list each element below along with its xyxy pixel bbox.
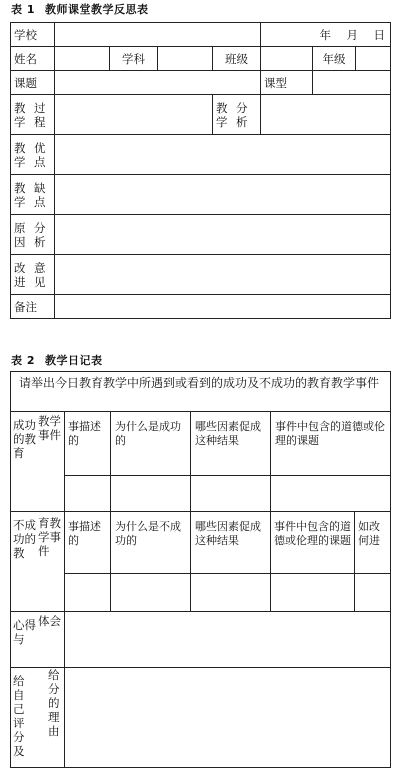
score-left: 给自己评分及	[13, 674, 25, 758]
score-label	[11, 668, 65, 768]
fail-h2: 为什么是不成功的	[111, 512, 191, 574]
success-h2: 为什么是成功的	[111, 412, 191, 476]
lesson-type-value[interactable]	[313, 71, 391, 95]
weakness-label	[11, 175, 55, 215]
insight-left: 心得与	[13, 618, 36, 646]
weakness-value[interactable]	[55, 175, 391, 215]
cause-col1: 原因	[14, 220, 26, 249]
fail-label	[11, 512, 65, 612]
date-field[interactable]: 年 月 日	[261, 23, 391, 47]
cause-label	[11, 215, 55, 255]
topic-value[interactable]	[55, 71, 261, 95]
class-label: 班级	[213, 47, 261, 71]
success-fill-2[interactable]	[111, 476, 191, 512]
fail-fill-4[interactable]	[271, 574, 355, 612]
score-value[interactable]	[65, 668, 391, 768]
fail-fill-1[interactable]	[65, 574, 111, 612]
subject-label: 学科	[110, 47, 158, 71]
improve-col2: 意见	[34, 260, 46, 289]
success-left: 成功的教育	[13, 418, 36, 460]
table1-caption-number: 表 1	[11, 3, 35, 16]
fail-right: 育教学事件	[38, 516, 61, 558]
insight-right: 体会	[38, 614, 61, 628]
success-h4: 事件中包含的道德或伦理的课题	[271, 412, 391, 476]
insight-value[interactable]	[65, 612, 391, 668]
success-fill-1[interactable]	[65, 476, 111, 512]
fail-fill-3[interactable]	[191, 574, 271, 612]
strengths-value[interactable]	[55, 135, 391, 175]
table2-caption-title: 教学日记表	[44, 354, 103, 367]
success-label	[11, 412, 65, 512]
cause-value[interactable]	[55, 215, 391, 255]
remarks-label: 备注	[11, 295, 55, 319]
lesson-type-label: 课型	[261, 71, 313, 95]
success-h3: 哪些因素促成这种结果	[191, 412, 271, 476]
row-success-header	[11, 412, 391, 476]
row-score	[11, 668, 391, 768]
remarks-value[interactable]	[55, 295, 391, 319]
name-label: 姓名	[11, 47, 55, 71]
strengths-col2: 优点	[34, 140, 46, 169]
improve-value[interactable]	[55, 255, 391, 295]
row-success-fill	[11, 476, 391, 512]
success-fill-4[interactable]	[271, 476, 391, 512]
success-h1: 事描述的	[65, 412, 111, 476]
grade-label: 年级	[313, 47, 356, 71]
table2-caption	[11, 352, 112, 368]
improve-label	[11, 255, 55, 295]
row-process	[11, 95, 391, 135]
table1-caption-title: 教师课堂教学反思表	[44, 3, 149, 16]
school-label: 学校	[11, 23, 55, 47]
row-improve	[11, 255, 391, 295]
fail-left: 不成功的教	[13, 518, 36, 560]
process-col1: 教学	[14, 100, 26, 129]
analysis-label	[213, 95, 261, 135]
row-weakness	[11, 175, 391, 215]
score-right: 给分的理由	[48, 668, 60, 738]
analysis-col2: 分析	[236, 100, 248, 129]
row-strengths	[11, 135, 391, 175]
subject-value[interactable]	[158, 47, 213, 71]
row-fail-header	[11, 512, 391, 574]
fail-h4: 事件中包含的道德或伦理的课题	[271, 512, 355, 574]
row-instruction	[11, 372, 391, 412]
row-insight	[11, 612, 391, 668]
fail-fill-5[interactable]	[355, 574, 391, 612]
fail-h1: 事描述的	[65, 512, 111, 574]
row-cause	[11, 215, 391, 255]
success-right: 教学事件	[38, 414, 61, 442]
instruction-text: 请举出今日教育教学中所遇到或看到的成功及不成功的教育教学事件	[11, 372, 391, 412]
table1-caption	[11, 1, 158, 17]
process-col2: 过程	[34, 100, 46, 129]
process-value[interactable]	[55, 95, 213, 135]
row-topic	[11, 71, 391, 95]
insight-label	[11, 612, 65, 668]
weakness-col2: 缺点	[34, 180, 46, 209]
grade-value[interactable]	[356, 47, 391, 71]
teaching-diary-table	[10, 371, 391, 768]
weakness-col1: 教学	[14, 180, 26, 209]
reflection-table	[10, 22, 391, 319]
fail-fill-2[interactable]	[111, 574, 191, 612]
improve-col1: 改进	[14, 260, 26, 289]
fail-h3: 哪些因素促成这种结果	[191, 512, 271, 574]
success-fill-3[interactable]	[191, 476, 271, 512]
fail-h5: 如改何进	[355, 512, 391, 574]
row-school	[11, 23, 391, 47]
strengths-col1: 教学	[14, 140, 26, 169]
row-fail-fill	[11, 574, 391, 612]
analysis-value[interactable]	[261, 95, 391, 135]
cause-col2: 分析	[34, 220, 46, 249]
class-value[interactable]	[261, 47, 313, 71]
school-value[interactable]	[55, 23, 261, 47]
topic-label: 课题	[11, 71, 55, 95]
strengths-label	[11, 135, 55, 175]
row-remarks	[11, 295, 391, 319]
process-label	[11, 95, 55, 135]
table2-caption-number: 表 2	[11, 354, 35, 367]
row-name	[11, 47, 391, 71]
analysis-col1: 教学	[216, 100, 228, 129]
name-value[interactable]	[55, 47, 110, 71]
